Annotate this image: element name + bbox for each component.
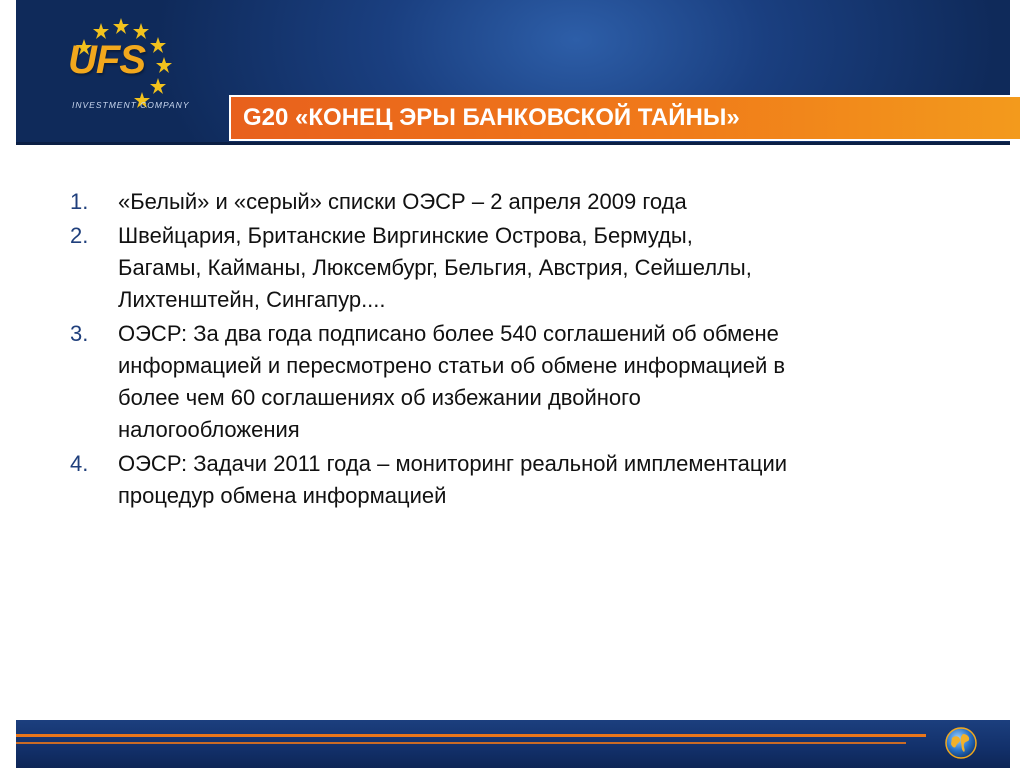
numbered-list xyxy=(70,186,970,514)
list-item xyxy=(70,186,970,218)
list-item xyxy=(70,448,970,512)
list-number: 3. xyxy=(70,321,89,346)
company-tagline: INVESTMENT COMPANY xyxy=(72,100,190,110)
list-item xyxy=(70,220,970,316)
list-text: ОЭСР: За два года подписано более 540 соглашений об обмене информацией и пересмотрено статьи об обмене информацией в более чем 60 соглашениях об избежании двойного налогообложения xyxy=(118,321,786,442)
slide-header xyxy=(16,0,1010,145)
list-number: 4. xyxy=(70,451,89,476)
slide-footer xyxy=(16,720,1010,768)
title-bar xyxy=(229,95,1022,141)
footer-stripe xyxy=(16,742,906,744)
list-number: 1. xyxy=(70,189,89,214)
footer-stripe xyxy=(16,734,926,737)
list-item xyxy=(70,318,970,446)
company-logo: UFS xyxy=(68,38,145,82)
slide-title: G20 «КОНЕЦ ЭРЫ БАНКОВСКОЙ ТАЙНЫ» xyxy=(243,104,740,131)
list-text: «Белый» и «серый» списки ОЭСР – 2 апреля 2009 года xyxy=(118,189,687,214)
list-text: ОЭСР: Задачи 2011 года – мониторинг реальной имплементации процедур обмена информацией xyxy=(118,451,788,508)
list-number: 2. xyxy=(70,223,89,248)
globe-icon xyxy=(944,726,978,760)
list-text: Швейцария, Британские Виргинские Острова, Бермуды, Багамы, Кайманы, Люксембург, Бельгия, Австрия, Сейшеллы, Лихтенштейн, Сингапур.... xyxy=(118,223,752,312)
